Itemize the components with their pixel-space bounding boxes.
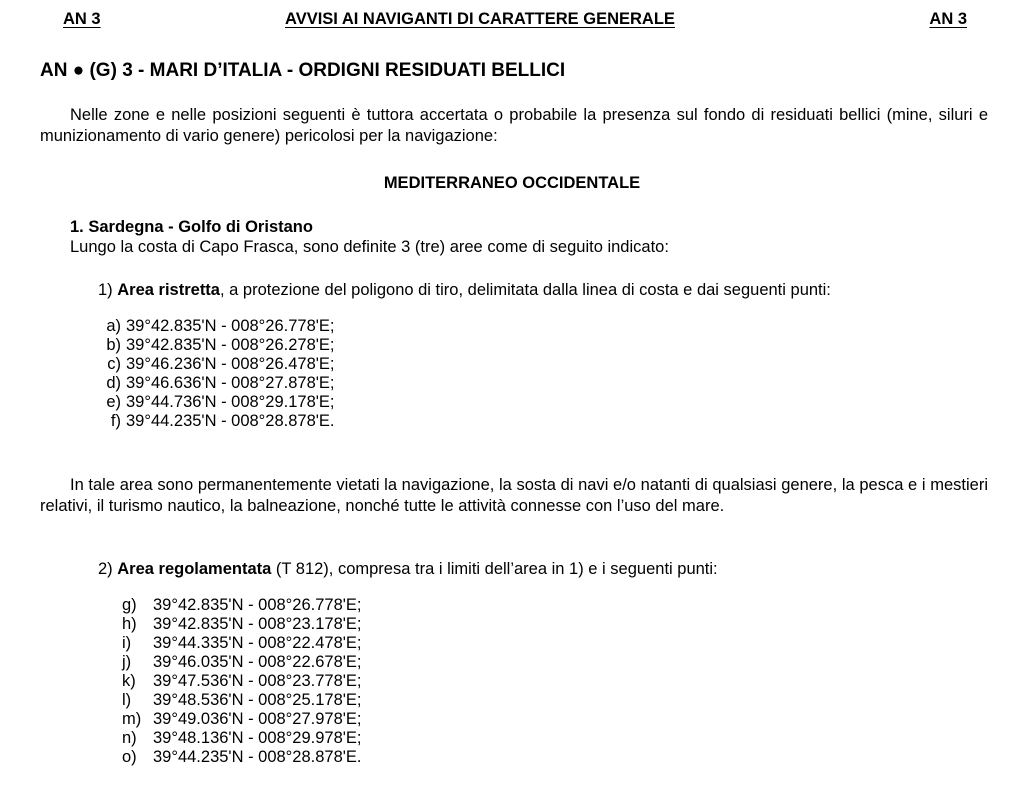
point-label: m) (122, 710, 142, 728)
point-coordinate: 39°46.636'N - 008°27.878'E; (126, 374, 335, 392)
list-item (122, 615, 361, 634)
point-coordinate: 39°42.835'N - 008°23.178'E; (153, 615, 362, 633)
point-label: n) (122, 729, 137, 747)
point-label: k) (122, 672, 136, 690)
point-coordinate: 39°42.835'N - 008°26.278'E; (126, 336, 335, 354)
list-item (122, 672, 361, 691)
area1-prefix: 1) (98, 281, 118, 299)
area2-prefix: 2) (98, 560, 118, 578)
point-coordinate: 39°44.335'N - 008°22.478'E; (153, 634, 362, 652)
point-coordinate: 39°46.236'N - 008°26.478'E; (126, 355, 335, 373)
region-heading: MEDITERRANEO OCCIDENTALE (383, 174, 641, 192)
point-label: j) (122, 653, 132, 671)
area2-heading (98, 560, 718, 579)
list-item (122, 596, 361, 615)
point-coordinate: 39°47.536'N - 008°23.778'E; (153, 672, 362, 690)
area1-text: , a protezione del poligono di tiro, delimitata dalla linea di costa e dai seguenti punti: (219, 281, 831, 299)
area2-points-list (122, 596, 361, 767)
point-label: c) (107, 355, 121, 373)
point-label: i) (122, 634, 132, 652)
point-label: o) (122, 748, 137, 766)
list-item (94, 412, 334, 431)
area2-text: (T 812), compresa tra i limiti dell’area in 1) e i seguenti punti: (271, 560, 718, 578)
point-coordinate: 39°48.536'N - 008°25.178'E; (153, 691, 362, 709)
page-header (63, 8, 967, 32)
area1-points-list (94, 317, 334, 431)
area1-heading (98, 281, 831, 300)
point-coordinate: 39°44.736'N - 008°29.178'E; (126, 393, 335, 411)
point-coordinate: 39°44.235'N - 008°28.878'E. (153, 748, 362, 766)
list-item (94, 355, 334, 374)
list-item (122, 691, 361, 710)
point-label: a) (106, 317, 121, 335)
point-label: l) (122, 691, 132, 709)
point-label: f) (110, 412, 121, 430)
list-item (122, 748, 361, 767)
list-item (94, 317, 334, 336)
list-item (122, 653, 361, 672)
area1-note-paragraph: In tale area sono permanentemente vietati la navigazione, la sosta di navi e/o natanti di qualsiasi genere, la pesca e i mestieri relativi, il turismo nautico, la balneazione, nonché tutte le attività connesse con l’uso del mare. (40, 476, 988, 515)
point-coordinate: 39°48.136'N - 008°29.978'E; (153, 729, 362, 747)
intro-paragraph: Nelle zone e nelle posizioni seguenti è tuttora accertata o probabile la presenza sul fondo di residuati bellici (mine, siluri e munizionamento di vario genere) pericolosi per la navigazione: (40, 106, 988, 145)
notice-title: AN ● (G) 3 - MARI D’ITALIA - ORDIGNI RESIDUATI BELLICI (40, 60, 566, 81)
list-item (122, 729, 361, 748)
list-item (94, 393, 334, 412)
point-label: e) (106, 393, 121, 411)
point-coordinate: 39°44.235'N - 008°28.878'E. (126, 412, 335, 430)
point-coordinate: 39°49.036'N - 008°27.978'E; (153, 710, 362, 728)
point-label: g) (122, 596, 137, 614)
point-coordinate: 39°46.035'N - 008°22.678'E; (153, 653, 362, 671)
list-item (94, 374, 334, 393)
header-right-code: AN 3 (929, 10, 967, 28)
list-item (122, 710, 361, 729)
header-left-code: AN 3 (63, 10, 101, 28)
area2-name: Area regolamentata (117, 560, 272, 578)
point-label: h) (122, 615, 137, 633)
area1-name: Area ristretta (117, 281, 220, 299)
section-title: 1. Sardegna - Golfo di Oristano (70, 218, 313, 236)
list-item (94, 336, 334, 355)
section-description: Lungo la costa di Capo Frasca, sono definite 3 (tre) aree come di seguito indicato: (70, 238, 669, 256)
header-section-title: AVVISI AI NAVIGANTI DI CARATTERE GENERALE (285, 10, 675, 28)
point-coordinate: 39°42.835'N - 008°26.778'E; (126, 317, 335, 335)
point-label: d) (106, 374, 121, 392)
point-label: b) (106, 336, 121, 354)
list-item (122, 634, 361, 653)
point-coordinate: 39°42.835'N - 008°26.778'E; (153, 596, 362, 614)
